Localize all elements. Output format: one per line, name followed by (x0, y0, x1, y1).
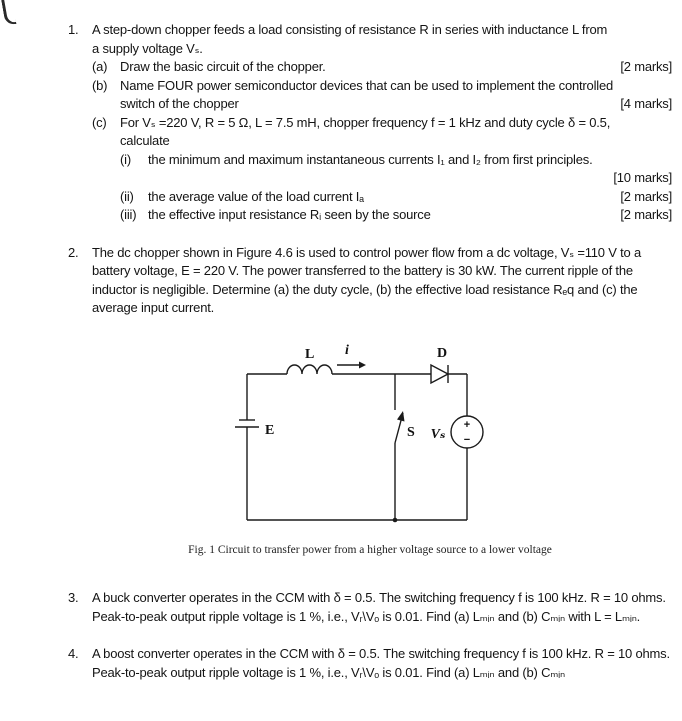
item-c-label-spacer (92, 132, 120, 151)
item-c-ii-marks: [2 marks] (620, 188, 672, 204)
inductor-coil (287, 365, 332, 374)
intro-line-1: A step-down chopper feeds a load consisting of resistance R in series with inductance L from (92, 22, 608, 37)
item-a (68, 58, 672, 77)
item-c-ii-label: (ii) (120, 188, 134, 204)
source-minus-sign: − (463, 433, 471, 446)
item-c-iii-label: (iii) (120, 207, 137, 222)
item-b-marks: [4 marks] (620, 96, 672, 111)
figure-1 (68, 342, 672, 560)
item-c-line-1 (68, 114, 672, 133)
item-c-ii-text: the average value of the load current Iₐ (148, 188, 364, 204)
item-c-line-2 (68, 132, 672, 151)
item-c-ii (68, 188, 672, 207)
item-b-label-spacer (92, 95, 120, 114)
question-3-number: 3. (68, 590, 79, 605)
battery-label: E (265, 422, 275, 438)
item-b-text-2: switch of the chopper (120, 96, 239, 111)
item-c-i-label: (i) (120, 151, 131, 167)
text-column (68, 21, 672, 682)
item-b-line-2 (68, 95, 672, 114)
item-a-text: Draw the basic circuit of the chopper. (120, 59, 326, 74)
item-c-iii-marks: [2 marks] (620, 207, 672, 222)
item-c-iii (68, 206, 672, 225)
current-label: i (345, 342, 349, 358)
question-4 (68, 645, 672, 682)
item-c-iii-text: the effective input resistance Rᵢ seen by the source (148, 207, 431, 222)
intro-line-2: a supply voltage Vₛ. (92, 40, 203, 56)
item-c-i-text: the minimum and maximum instantaneous currents I₁ and I₂ from first principles. (148, 151, 593, 167)
voltage-source-icon (451, 416, 483, 448)
battery-icon (235, 420, 259, 427)
question-4-number: 4. (68, 646, 79, 661)
question-2-text: The dc chopper shown in Figure 4.6 is used to control power flow from a dc voltage, Vₛ =110 V to a battery voltage, E = 220 V. The power transferred to the battery is 30 kW. The current ripple of the inductor is negligible. Determine (a) the duty cycle, (b) the effective load resistance Rₑq and (c) the average input current. (92, 244, 642, 315)
question-2 (68, 244, 672, 318)
question-1 (68, 21, 672, 225)
item-c-text-2: calculate (120, 133, 170, 148)
inductor-label: L (305, 346, 315, 362)
question-2-number: 2. (68, 244, 79, 260)
item-a-label: (a) (92, 59, 108, 74)
circuit-diagram (235, 342, 505, 532)
current-arrow-icon (337, 361, 366, 368)
question-3-text: A buck converter operates in the CCM with δ = 0.5. The switching frequency f is 100 kHz. R = 10 ohms. Peak-to-peak output ripple voltage is 1 %, i.e., Vᵣ\Vₒ is 0.01. Find (a) Lₘᵢₙ and (b) Cₘᵢₙ with L = Lₘᵢₙ. (92, 590, 666, 624)
item-c-i-marks: [10 marks] (613, 170, 672, 185)
item-b-label: (b) (92, 77, 108, 93)
question-1-intro (68, 21, 672, 58)
circuit-wires (247, 365, 467, 520)
question-1-intro-text (92, 21, 672, 58)
source-label: Vₛ (430, 426, 446, 442)
diode-icon (431, 365, 448, 383)
item-b-line-1 (68, 77, 672, 96)
question-3 (68, 589, 672, 626)
item-b-text-1: Name FOUR power semiconductor devices that can be used to implement the controlled (120, 77, 614, 93)
item-c-i (68, 151, 672, 170)
question-1-number: 1. (68, 22, 79, 37)
item-c-text-1: For Vₛ =220 V, R = 5 Ω, L = 7.5 mH, chopper frequency f = 1 kHz and duty cycle δ = 0.5, (120, 114, 611, 130)
item-c-label: (c) (92, 114, 107, 130)
question-4-text: A boost converter operates in the CCM with δ = 0.5. The switching frequency f is 100 kHz. R = 10 ohms. Peak-to-peak output ripple voltage is 1 %, i.e., Vᵣ\Vₒ is 0.01. Find (a) Lₘᵢₙ and (b) Cₘᵢₙ (92, 646, 670, 680)
figure-caption: Fig. 1 Circuit to transfer power from a higher voltage source to a lower voltage (188, 543, 552, 556)
source-plus-sign: + (463, 418, 471, 431)
diode-label: D (437, 345, 448, 361)
item-a-marks: [2 marks] (620, 59, 672, 74)
switch-label: S (407, 424, 415, 440)
